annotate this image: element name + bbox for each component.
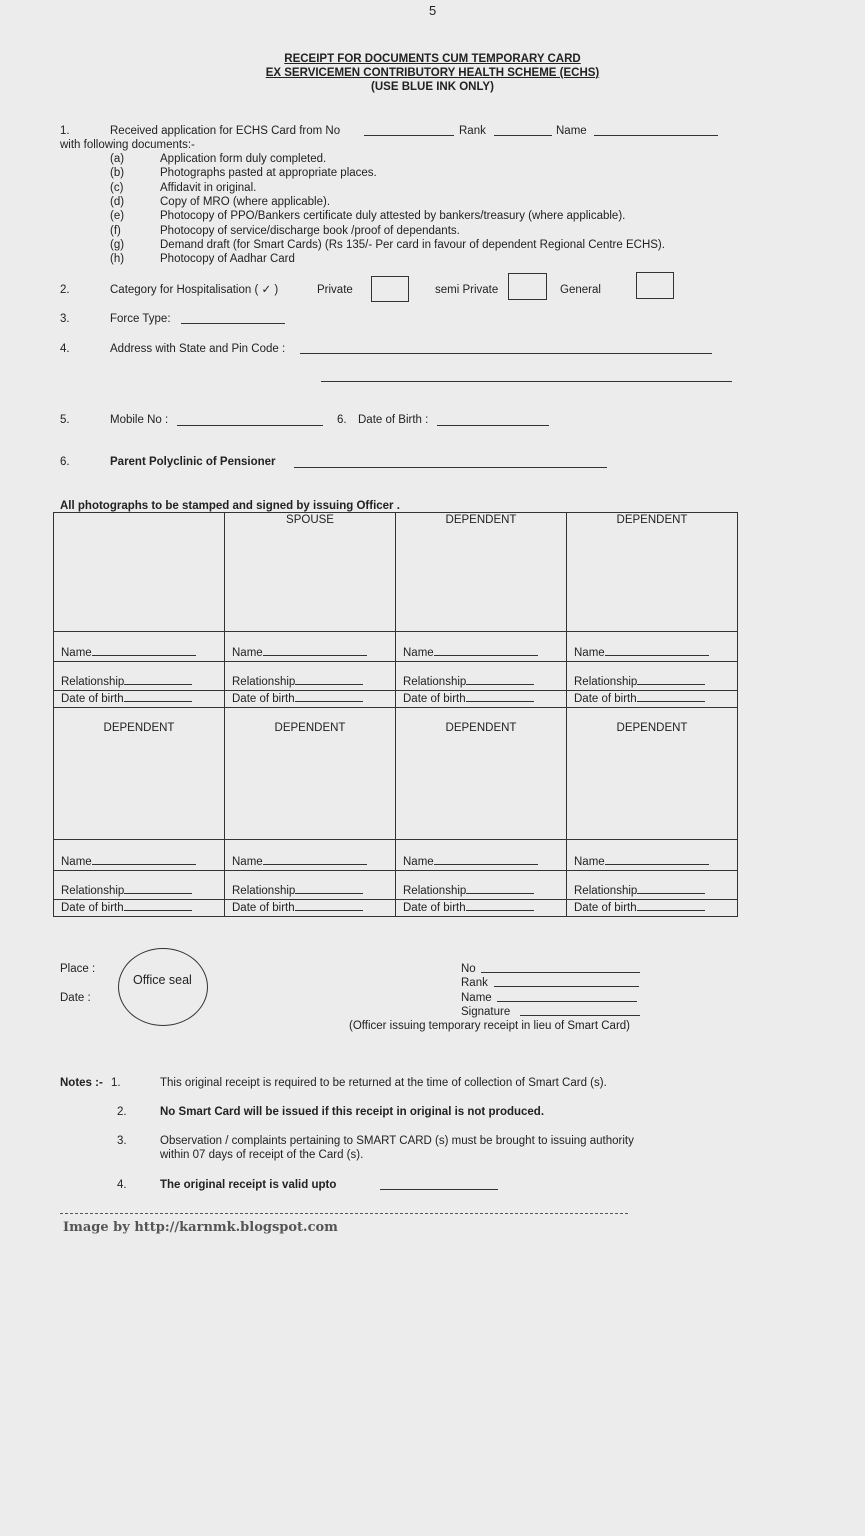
doc-f: Photocopy of service/discharge book /proof of dependants.: [160, 224, 460, 237]
polyclinic-label: Parent Polyclinic of Pensioner: [110, 456, 276, 468]
notes-label: Notes :-: [60, 1077, 103, 1089]
item-3-number: 3.: [60, 313, 70, 325]
name-cell[interactable]: Name: [225, 632, 396, 662]
note-4-number: 4.: [117, 1179, 127, 1191]
photo-box-spouse[interactable]: [225, 513, 396, 632]
doc-key-g: (g): [110, 238, 125, 251]
relationship-cell[interactable]: Relationship: [54, 871, 225, 900]
note-2-number: 2.: [117, 1106, 127, 1118]
name-cell[interactable]: Name: [396, 632, 567, 662]
photo-head: DEPENDENT: [445, 722, 517, 734]
mobile-label: Mobile No :: [110, 414, 169, 426]
doc-key-d: (d): [110, 195, 125, 208]
echs-no-field[interactable]: [364, 135, 454, 136]
dob-cell[interactable]: Date of birth: [567, 691, 738, 708]
dob-cell[interactable]: Date of birth: [225, 691, 396, 708]
private-checkbox[interactable]: [371, 276, 409, 302]
photo-box-dependent[interactable]: [567, 513, 738, 632]
address-field-line-2[interactable]: [321, 381, 732, 382]
dob-cell[interactable]: Date of birth: [396, 691, 567, 708]
name-cell[interactable]: Name: [54, 840, 225, 871]
photo-box-dependent[interactable]: [225, 708, 396, 840]
note-2: No Smart Card will be issued if this receipt in original is not produced.: [160, 1106, 545, 1118]
relationship-cell[interactable]: Relationship: [567, 871, 738, 900]
ink-instruction: (USE BLUE INK ONLY): [371, 81, 494, 93]
rank-field[interactable]: [494, 135, 552, 136]
officer-caption: (Officer issuing temporary receipt in lieu of Smart Card): [349, 1020, 630, 1032]
item-6-dob-number: 6.: [337, 414, 347, 426]
name-cell[interactable]: Name: [567, 840, 738, 871]
note-3-continued: within 07 days of receipt of the Card (s).: [160, 1149, 364, 1161]
page-number: 5: [429, 3, 437, 18]
officer-rank-field[interactable]: [494, 986, 639, 987]
photo-box-dependent[interactable]: [396, 513, 567, 632]
place-label: Place :: [60, 963, 96, 975]
dob-label: Date of Birth :: [358, 414, 429, 426]
officer-no-field[interactable]: [481, 972, 640, 973]
footer-divider: [60, 1213, 628, 1214]
photo-head: DEPENDENT: [103, 722, 175, 734]
item-2-number: 2.: [60, 284, 70, 296]
valid-upto-field[interactable]: [380, 1189, 498, 1190]
relationship-cell[interactable]: Relationship: [567, 662, 738, 691]
address-field-line-1[interactable]: [300, 353, 712, 354]
doc-d: Copy of MRO (where applicable).: [160, 195, 331, 208]
doc-key-e: (e): [110, 210, 125, 223]
form-title: RECEIPT FOR DOCUMENTS CUM TEMPORARY CARD: [284, 53, 581, 65]
relationship-cell[interactable]: Relationship: [225, 871, 396, 900]
photo-head: DEPENDENT: [616, 722, 688, 734]
item-1-label: Received application for ECHS Card from No: [110, 125, 341, 137]
semi-private-label: semi Private: [435, 284, 499, 296]
relationship-cell[interactable]: Relationship: [396, 871, 567, 900]
semi-private-checkbox[interactable]: [508, 273, 547, 300]
officer-no-label: No: [461, 963, 476, 975]
dob-cell[interactable]: Date of birth: [396, 900, 567, 917]
doc-g: Demand draft (for Smart Cards) (Rs 135/- Per card in favour of dependent Regional Centre ECHS).: [160, 238, 665, 251]
doc-key-h: (h): [110, 253, 125, 266]
dob-cell[interactable]: Date of birth: [54, 691, 225, 708]
item-5-number: 5.: [60, 414, 70, 426]
relationship-cell[interactable]: Relationship: [225, 662, 396, 691]
note-1-number: 1.: [111, 1077, 121, 1089]
item-1-number: 1.: [60, 125, 70, 137]
hospitalisation-label: Category for Hospitalisation ( ✓ ): [110, 284, 279, 296]
officer-name-field[interactable]: [497, 1001, 637, 1002]
photo-box-dependent[interactable]: [54, 708, 225, 840]
note-1: This original receipt is required to be returned at the time of collection of Smart Card (s).: [160, 1077, 607, 1089]
photo-box-dependent[interactable]: [567, 708, 738, 840]
date-label: Date :: [60, 992, 91, 1004]
doc-key-b: (b): [110, 167, 125, 180]
form-subtitle: EX SERVICEMEN CONTRIBUTORY HEALTH SCHEME (ECHS): [265, 67, 600, 79]
polyclinic-field[interactable]: [294, 467, 607, 468]
officer-rank-label: Rank: [461, 977, 488, 989]
dob-cell[interactable]: Date of birth: [567, 900, 738, 917]
note-3-number: 3.: [117, 1135, 127, 1147]
item-1-continuation: with following documents:-: [60, 139, 195, 151]
doc-e: Photocopy of PPO/Bankers certificate duly attested by bankers/treasury (where applicable).: [160, 210, 626, 223]
address-label: Address with State and Pin Code :: [110, 343, 286, 355]
officer-signature-field[interactable]: [520, 1015, 640, 1016]
doc-a: Application form duly completed.: [160, 153, 327, 165]
item-4-number: 4.: [60, 343, 70, 355]
officer-signature-label: Signature: [461, 1006, 511, 1018]
item-6-number: 6.: [60, 456, 70, 468]
doc-b: Photographs pasted at appropriate places.: [160, 167, 377, 180]
rank-label: Rank: [459, 125, 486, 137]
photo-box-applicant[interactable]: [54, 513, 225, 632]
doc-key-a: (a): [110, 153, 125, 165]
officer-name-label: Name: [461, 992, 492, 1004]
photo-box-dependent[interactable]: [396, 708, 567, 840]
general-checkbox[interactable]: [636, 272, 674, 299]
photo-instruction: All photographs to be stamped and signed by issuing Officer .: [60, 500, 400, 512]
name-cell[interactable]: Name: [54, 632, 225, 662]
mobile-field[interactable]: [177, 425, 323, 426]
dob-field[interactable]: [437, 425, 549, 426]
general-label: General: [560, 284, 601, 296]
doc-key-c: (c): [110, 181, 124, 194]
photo-head: DEPENDENT: [445, 514, 517, 526]
doc-h: Photocopy of Aadhar Card: [160, 253, 295, 266]
note-3: Observation / complaints pertaining to SMART CARD (s) must be brought to issuing authority: [160, 1135, 634, 1147]
relationship-cell[interactable]: Relationship: [54, 662, 225, 691]
name-field[interactable]: [594, 135, 718, 136]
dob-cell[interactable]: Date of birth: [54, 900, 225, 917]
force-type-field[interactable]: [181, 323, 285, 324]
photo-head: SPOUSE: [286, 514, 334, 526]
doc-key-f: (f): [110, 224, 121, 237]
image-credit: Image by http://karnmk.blogspot.com: [63, 1220, 338, 1235]
office-seal-label: Office seal: [133, 973, 192, 987]
force-type-label: Force Type:: [110, 313, 171, 325]
relationship-cell[interactable]: Relationship: [396, 662, 567, 691]
photo-head: DEPENDENT: [274, 722, 346, 734]
note-4: The original receipt is valid upto: [160, 1179, 337, 1191]
office-seal-circle: [118, 948, 208, 1026]
name-label: Name: [556, 125, 587, 137]
doc-c: Affidavit in original.: [160, 181, 257, 194]
name-cell[interactable]: Name: [225, 840, 396, 871]
photo-grid: [53, 512, 738, 917]
name-cell[interactable]: Name: [396, 840, 567, 871]
name-cell[interactable]: Name: [567, 632, 738, 662]
dob-cell[interactable]: Date of birth: [225, 900, 396, 917]
photo-head: DEPENDENT: [616, 514, 688, 526]
private-label: Private: [317, 284, 353, 296]
